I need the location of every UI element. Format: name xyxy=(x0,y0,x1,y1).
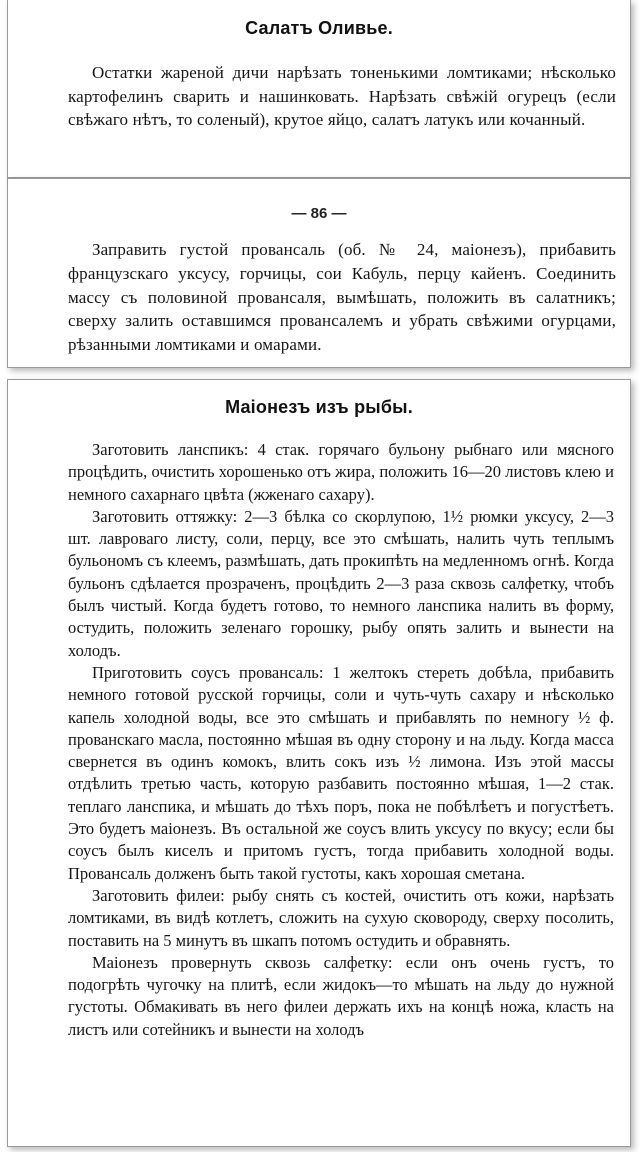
recipe-paragraph: Заготовить ланспикъ: 4 стак. горячаго бульону рыбнаго или мясного процѣдить, очистить хорошенько отъ жира, положить 16—20 листовъ клею и немного сахарнаго цвѣта (жженаго сахару). xyxy=(68,440,614,504)
recipe-title: Маіонезъ изъ рыбы. xyxy=(225,397,413,417)
recipe-paragraph: Приготовить соусъ провансаль: 1 желтокъ стереть добѣла, прибавить немного готовой русской горчицы, соли и чуть-чуть сахару и нѣсколько капель холодной воды, все это смѣшать и прибавлять по немногу ½ ф. прованскаго масла, постоянно мѣшая въ одну сторону и на льду. Когда масса свернется въ одинъ комокъ, влить сокъ изъ ½ лимона. Изъ этой массы отдѣлить третью часть, которую разбавить постоянно мѣшая, 1—2 стак. теплаго ланспика, и мѣшать до тѣхъ поръ, пока не побѣлѣетъ и погустѣетъ. Это будетъ маіонезъ. Въ остальной же соусъ влить уксусу по вкусу; если бы соусъ былъ киселъ и притомъ густъ, тогда прибавить холодной воды. Провансаль долженъ быть такой густоты, какъ хорошая сметана. xyxy=(68,662,614,883)
recipe-paragraph: Заготовить оттяжку: 2—3 бѣлка со скорлупою, 1½ рюмки уксусу, 2—3 шт. лавроваго листу, соли, перцу, все это смѣшать, налить чуть теплымъ бульономъ съ клеемъ, размѣшать, дать прокипѣть на медленномъ огнѣ. Когда бульонъ сдѣлается прозраченъ, процѣдить 2—3 раза сквозь салфетку, чтобъ былъ чистый. Когда будетъ готово, то немного ланспика налить въ форму, остудить, положить зеленаго горошку, рыбу опять залить и вынести на холодъ. xyxy=(68,506,614,660)
page-number: — 86 — xyxy=(291,205,347,222)
recipe-card-fish-mayonnaise xyxy=(7,379,631,1147)
recipe-paragraph: Заготовить филеи: рыбу снять съ костей, очистить отъ кожи, нарѣзать ломтиками, въ видѣ котлетъ, сложить на сухую сковороду, сверху посолить, поставить на 5 минутъ въ шкапъ потомъ остудить и обравнять. xyxy=(68,885,614,950)
recipe-body xyxy=(68,61,616,132)
recipe-paragraph: Маіонезъ провернуть сквозь салфетку: если онъ очень густъ, то подогрѣть чугочку на плитѣ, если жидокъ—то мѣшать на льду до нужной густоты. Обмакивать въ него филеи держать ихъ на концѣ ножа, класть на листъ или сотейникъ и вынести на холодъ xyxy=(68,952,614,1039)
recipe-body xyxy=(68,238,616,357)
recipe-title: Салатъ Оливье. xyxy=(245,18,393,38)
recipe-body xyxy=(68,439,614,1041)
recipe-card-continuation xyxy=(7,178,631,368)
recipe-paragraph: Заправить густой провансаль (об. № 24, маіонезъ), прибавить французскаго уксусу, горчицы, сои Кабуль, перцу кайенъ. Соединить массу съ половиной провансаля, вымѣшать, положить въ салатникъ; сверху залить оставшимся провансалемъ и убрать свѣжими огурцами, рѣзанными ломтиками и омарами. xyxy=(68,240,616,355)
recipe-card-salad-olivier xyxy=(7,0,631,178)
recipe-paragraph: Остатки жареной дичи нарѣзать тоненькими ломтиками; нѣсколько картофелинъ сварить и нашинковать. Нарѣзать свѣжій огурецъ (если свѣжаго нѣтъ, то соленый), крутое яйцо, салатъ латукъ или кочанный. xyxy=(68,63,616,129)
